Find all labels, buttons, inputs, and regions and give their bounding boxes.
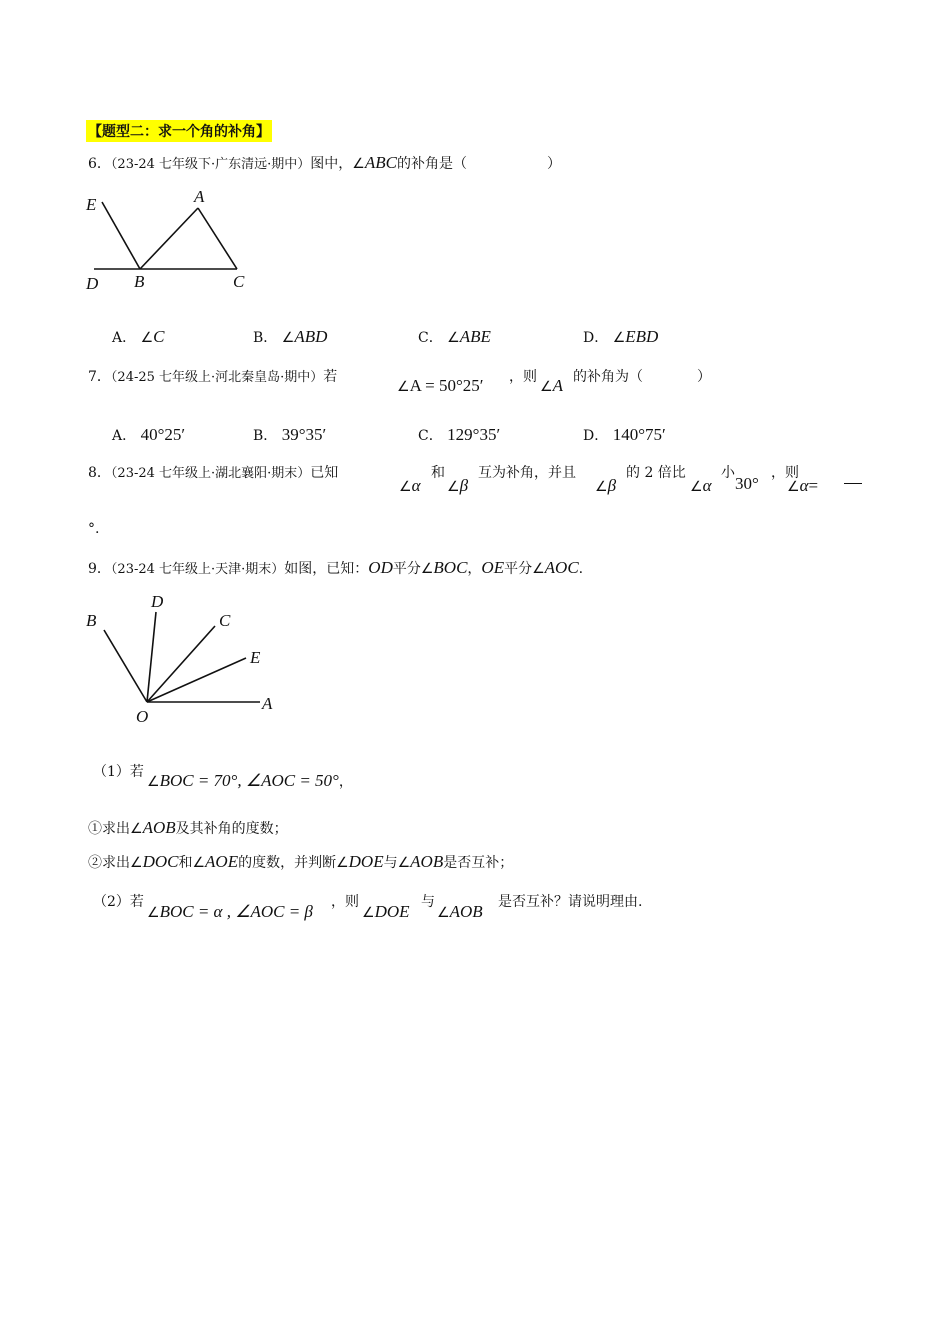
option-letter: D． [583, 330, 609, 346]
q9-part2-expression [147, 902, 313, 922]
angle-symbol: ∠ [140, 330, 154, 346]
q8-tail: °. [88, 521, 100, 537]
label-D: D [86, 274, 99, 293]
q8-value: 30° [735, 474, 759, 493]
angle-symbol: ∠ [447, 479, 460, 495]
angle-symbol: ∠ [147, 774, 160, 790]
q8-answer-blank [844, 483, 862, 484]
q8-text-f: ，则 [771, 465, 799, 481]
q8-alpha-1 [399, 476, 421, 496]
q9-p1-expr: BOC = 70°, ∠AOC = 50° [159, 771, 339, 790]
q7-line-tail-2 [573, 366, 711, 386]
q7-option-d [583, 425, 666, 445]
option-value: EBD [625, 327, 659, 346]
q6-option-c [418, 327, 491, 347]
ray-OC [147, 626, 215, 702]
ray-OB [104, 630, 147, 702]
q7-text-c: 的补角为（ [573, 369, 643, 385]
q9-s2-angle2: AOE [205, 852, 239, 871]
angle-symbol: ∠ [612, 330, 626, 346]
q8-number: 8． [88, 465, 111, 481]
alpha-symbol: α [411, 476, 421, 495]
label-B: B [86, 611, 97, 630]
angle-symbol: ∠ [399, 479, 412, 495]
option-value: 140°75′ [612, 425, 666, 444]
q6-figure [80, 180, 270, 300]
question-9-line [88, 558, 583, 578]
q9-text-a: 如图，已知： [284, 561, 369, 577]
q9-source: （23-24 七年级上·天津·期末） [110, 562, 285, 577]
q9-s2-angle3: DOE [348, 852, 384, 871]
angle-symbol: ∠ [397, 379, 410, 395]
angle-symbol: ∠ [147, 905, 160, 921]
q8-text-b: 和 [431, 465, 445, 481]
q9-sub1 [88, 818, 288, 838]
q9-text-b2: 平分 [504, 561, 533, 577]
q9-s2-c: 的度数，并判断 [238, 855, 337, 871]
q9-s2-e: 是否互补； [443, 855, 514, 871]
alpha-symbol: α [702, 476, 712, 495]
angle-symbol: ∠ [362, 905, 375, 921]
q9-boc: BOC [433, 558, 468, 577]
option-letter: B． [253, 330, 278, 346]
q9-part2-label: （2）若 [93, 894, 144, 910]
option-letter: C． [418, 428, 443, 444]
angle-symbol: ∠ [532, 561, 545, 577]
q9-p2-d: 是否互补？请说明理由. [498, 894, 643, 910]
q9-s1-angle: AOB [142, 818, 176, 837]
option-letter: A． [112, 330, 137, 346]
q9-p2-angle1 [362, 902, 410, 922]
alpha-symbol: α [799, 476, 809, 495]
q7-option-a [112, 425, 185, 445]
q9-text-d: . [578, 561, 584, 577]
q7-expr-value: A = 50°25′ [409, 376, 484, 395]
q7-angle-letter: A [552, 376, 563, 395]
segment-AC [198, 208, 237, 269]
q9-s2-a: ②求出 [88, 855, 130, 871]
q9-p2-expr: BOC = α , ∠AOC = β [159, 902, 313, 921]
section-heading: 【题型二：求一个角的补角】 [86, 120, 272, 142]
option-letter: B． [253, 428, 278, 444]
q9-od: OD [368, 558, 393, 577]
q7-paren-close: ） [697, 369, 711, 385]
q7-option-c [418, 425, 500, 445]
q8-source: （23-24 七年级上·湖北襄阳·期末） [110, 466, 311, 481]
label-D: D [151, 592, 164, 611]
label-A: A [194, 187, 205, 206]
q8-text-e: 小 [721, 465, 735, 481]
question-8-line [88, 462, 338, 482]
angle-symbol: ∠ [420, 561, 434, 577]
segment-BA [140, 208, 198, 269]
option-value: ABE [459, 327, 491, 346]
option-letter: C． [418, 330, 443, 346]
angle-symbol: ∠ [540, 379, 553, 395]
q7-text-a: 若 [323, 369, 338, 385]
label-A: A [262, 694, 273, 713]
option-letter: A． [112, 428, 137, 444]
segment-EB [102, 202, 140, 269]
q9-s2-angle4: AOB [410, 852, 444, 871]
q6-option-d [583, 327, 658, 347]
beta-symbol: β [607, 476, 617, 495]
label-E: E [250, 648, 261, 667]
q6-number: 6． [88, 156, 111, 172]
q7-line-tail [509, 366, 537, 386]
q9-aoc: AOC [544, 558, 579, 577]
angle-symbol: ∠ [690, 479, 703, 495]
q9-text-c: ， [467, 561, 482, 577]
angle-symbol: ∠ [397, 855, 411, 871]
q7-number: 7． [88, 369, 111, 385]
q9-p1-tail: ， [338, 774, 353, 790]
q7-expression [397, 376, 484, 396]
q7-option-b [253, 425, 326, 445]
q6-option-b [253, 327, 327, 347]
q8-beta-2 [595, 476, 616, 496]
q9-oe: OE [481, 558, 505, 577]
angle-symbol: ∠ [437, 905, 450, 921]
ray-OD [147, 612, 156, 702]
q6-source: （23-24 七年级下·广东清远·期中） [110, 157, 311, 172]
angle-symbol: ∠ [352, 156, 365, 172]
q7-text-b: ，则 [509, 369, 537, 385]
q9-p2-c: 与 [421, 894, 435, 910]
label-O: O [136, 707, 149, 726]
label-C: C [233, 272, 245, 291]
q8-alpha-2 [690, 476, 712, 496]
angle-symbol: ∠ [281, 330, 295, 346]
q9-p2-angle1-text: DOE [374, 902, 410, 921]
q8-text-c: 互为补角，并且 [478, 465, 576, 481]
option-value: C [153, 327, 165, 346]
q9-number: 9． [88, 561, 111, 577]
option-value: ABD [294, 327, 328, 346]
angle-symbol: ∠ [130, 855, 143, 871]
angle-symbol: ∠ [595, 479, 608, 495]
angle-symbol: ∠ [447, 330, 460, 346]
angle-symbol: ∠ [336, 855, 349, 871]
question-6-line [88, 153, 561, 173]
angle-symbol: ∠ [130, 821, 143, 837]
question-7-line [88, 366, 337, 386]
angle-symbol: ∠ [787, 479, 800, 495]
q9-s2-b: 和 [178, 855, 193, 871]
option-value: 39°35′ [281, 425, 327, 444]
q9-s1-b: 及其补角的度数； [175, 821, 288, 837]
label-C: C [219, 611, 231, 630]
equals-sign: = [808, 476, 819, 495]
q9-figure [80, 588, 290, 728]
q6-text-a: 图中， [310, 156, 353, 172]
label-E: E [86, 195, 97, 214]
q7-source: （24-25 七年级上·河北秦皇岛·期中） [110, 370, 324, 385]
q9-p2-angle2-text: AOB [449, 902, 483, 921]
beta-symbol: β [459, 476, 469, 495]
q8-text-d: 的 2 倍比 [626, 465, 686, 481]
q9-text-b: 平分 [392, 561, 421, 577]
option-value: 40°25′ [140, 425, 186, 444]
q6-angle: ABC [364, 153, 397, 172]
q9-s1-a: ①求出 [88, 821, 130, 837]
q9-s2-d: 与 [383, 855, 398, 871]
q9-p2-b: ，则 [331, 894, 359, 910]
q9-s2-angle1: DOC [142, 852, 179, 871]
q8-beta-1 [447, 476, 468, 496]
q6-text-b: 的补角是（ [396, 156, 467, 172]
q9-p2-angle2 [437, 902, 483, 922]
q9-sub2 [88, 852, 513, 872]
label-B: B [134, 272, 145, 291]
option-value: 129°35′ [447, 425, 501, 444]
q8-text-a: 已知 [310, 465, 339, 481]
q6-option-a [112, 327, 164, 347]
ray-OE [147, 658, 246, 702]
q6-paren-close: ） [546, 156, 561, 172]
q8-alpha-3 [787, 476, 818, 496]
angle-symbol: ∠ [192, 855, 206, 871]
q9-part1-expression [147, 771, 353, 791]
q9-part1-label: （1）若 [93, 764, 144, 780]
q7-angle [540, 376, 563, 396]
option-letter: D． [583, 428, 609, 444]
